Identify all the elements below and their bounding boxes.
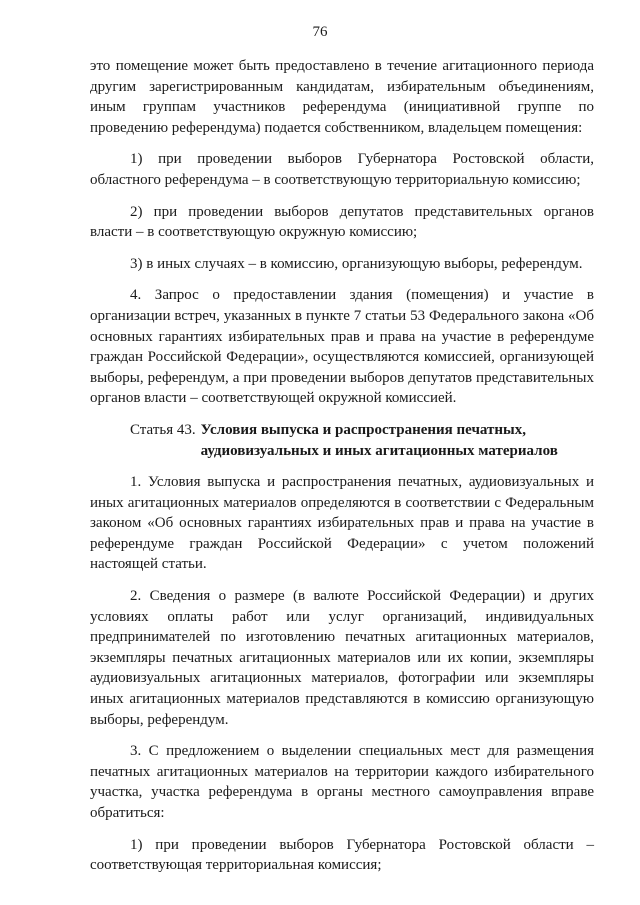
- paragraph-article-43-subitem-1: 1) при проведении выборов Губернатора Ростовской области – соответствующая территориальная комиссия;: [90, 836, 594, 874]
- paragraph-continuation: это помещение может быть предоставлено в течение агитационного периода другим зарегистрированным кандидатам, избирательным объединениям, иным группам участников референдума (инициативной группе по проведению референдума) подается собственником, владельцем помещения:: [90, 58, 594, 136]
- paragraph-item-3: 3) в иных случаях – в комиссию, организующую выборы, референдум.: [130, 255, 583, 272]
- paragraph-item-1: 1) при проведении выборов Губернатора Ростовской области, областного референдума – в соответствующую территориальную комиссию;: [90, 151, 594, 188]
- article-title: Условия выпуска и распространения печатных, аудиовизуальных и иных агитационных материалов: [200, 421, 558, 459]
- article-heading: [90, 420, 594, 461]
- paragraph-point-4: 4. Запрос о предоставлении здания (помещения) и участие в организации встреч, указанных в пункте 7 статьи 53 Федерального закона «Об основных гарантиях избирательных прав и права на участие в референдуме граждан Российской Федерации», осуществляются комиссией, организующей выборы, референдум, а при проведении выборов депутатов представительных органов власти – соответствующей окружной комиссией.: [90, 287, 594, 407]
- paragraph-article-43-point-2: 2. Сведения о размере (в валюте Российской Федерации) и других условиях оплаты работ или услуг организаций, индивидуальных предпринимателей по изготовлению печатных агитационных материалов, экземпляры печатных агитационных материалов или их копии, экземпляры аудиовизуальных агитационных материалов, фотографии или экземпляры иных агитационных материалов представляются в комиссию организующую выборы, референдум.: [90, 588, 594, 728]
- document-body: [90, 56, 594, 887]
- page-number: 76: [312, 24, 328, 40]
- paragraph-item-2: 2) при проведении выборов депутатов представительных органов власти – в соответствующую окружную комиссию;: [90, 203, 594, 241]
- paragraph-article-43-point-3: 3. С предложением о выделении специальных мест для размещения печатных агитационных материалов на территории каждого избирательного участка, участка референдума в органы местного самоуправления вправе обратиться:: [90, 743, 594, 821]
- paragraph-article-43-point-1: 1. Условия выпуска и распространения печатных, аудиовизуальных и иных агитационных материалов определяются в соответствии с Федеральным законом «Об основных гарантиях избирательных прав и права на участие в референдуме граждан Российской Федерации» с учетом положений настоящей статьи.: [90, 474, 594, 573]
- article-number: Статья 43.: [130, 421, 196, 438]
